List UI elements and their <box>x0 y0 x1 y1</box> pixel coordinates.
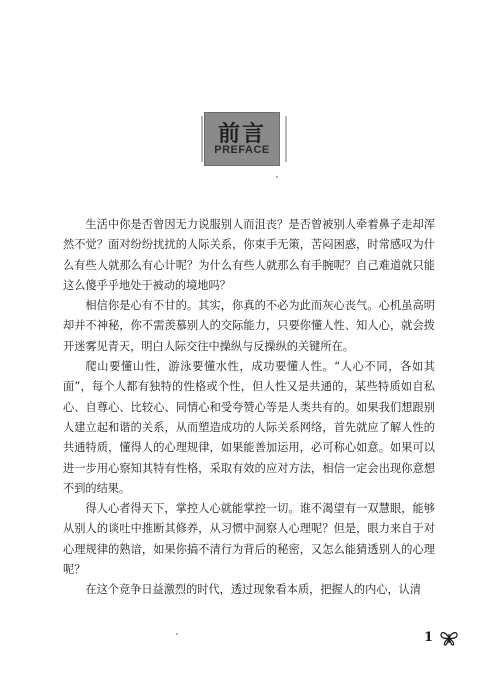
print-speck <box>176 633 178 635</box>
paragraph: 得人心者得天下，掌控人心就能掌控一切。谁不渴望有一双慧眼，能够从别人的谈吐中推断其修养，从习惯中洞察人心理呢？但是，眼力来自于对心理规律的熟谙，如果你搞不清行为背后的秘密，又怎么能猜透别人的心理呢？ <box>63 502 435 577</box>
paragraph: 爬山要懂山性，游泳要懂水性，成功要懂人性。“人心不同，各如其面”，每个人都有独特的性格或个性，但人性又是共通的，某些特质如自私心、自尊心、比较心、同情心和受夸赞心等是人类共有的。如果我们想跟别人建立起和谐的关系，从而塑造成功的人际关系网络，首先就应了解人性的共通特质，懂得人的心理规律，如果能善加运用，必可称心如意。如果可以进一步用心察知其特有性格，采取有效的应对方法，相信一定会出现你意想不到的结果。 <box>63 360 435 495</box>
paragraph: 生活中你是否曾因无力说服别人而沮丧？是否曾被别人牵着鼻子走却浑然不觉？面对纷纷扰扰的人际关系，你束手无策，苦闷困惑，时常感叹为什么有些人就那么有心计呢？为什么有些人就那么有手腕呢？自己难道就只能这么傻乎乎地处于被动的境地吗？ <box>63 218 435 292</box>
page-number: 1 <box>424 630 434 645</box>
print-speck <box>276 176 278 178</box>
preface-title-chinese: 前言 <box>217 121 266 147</box>
preface-title-block <box>204 112 280 166</box>
paragraph: 相信你是心有不甘的。其实，你真的不必为此而灰心丧气。心机虽高明却并不神秘，你不需羡慕别人的交际能力，只要你懂人性、知人心，就会拨开迷雾见青天，明白人际交往中操纵与反操纵的关键所在。 <box>63 299 435 353</box>
butterfly-icon <box>440 630 458 646</box>
preface-title-english: PREFACE <box>214 144 270 156</box>
paragraph: 在这个竞争日益激烈的时代，透过现象看本质，把握人的内心，认清 <box>85 583 422 597</box>
preface-body <box>63 215 435 601</box>
